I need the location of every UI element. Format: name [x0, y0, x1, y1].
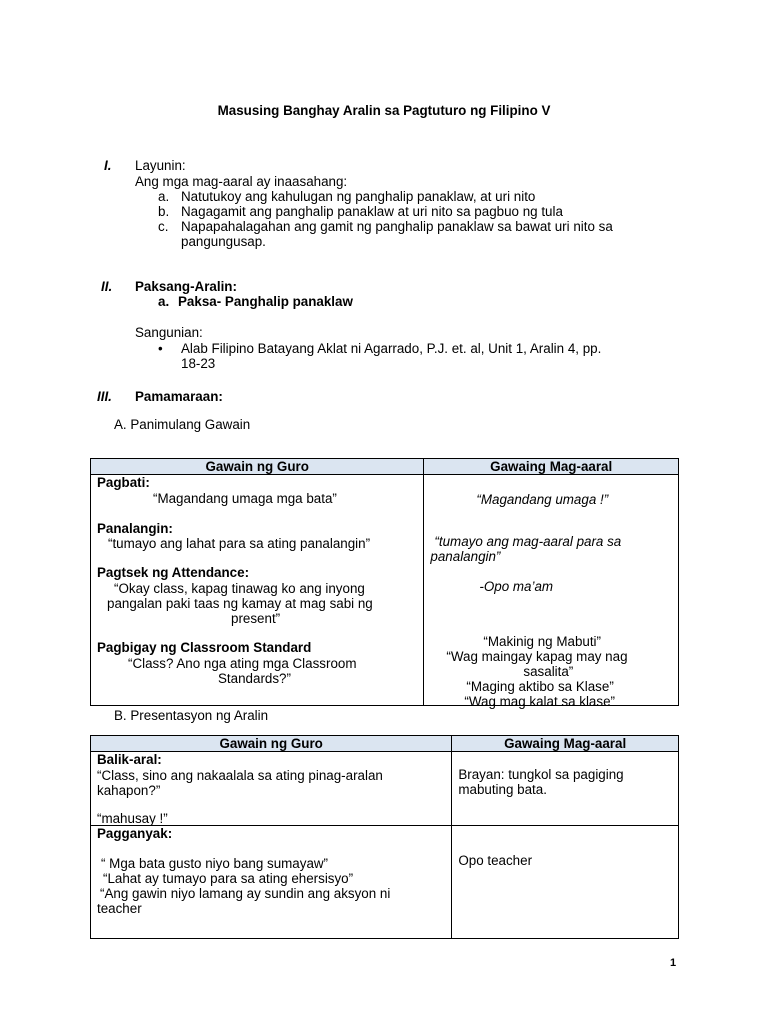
prayer-student-2: panalangin” [430, 549, 501, 564]
table2-review-teacher-cell [91, 752, 451, 825]
review-student-2: mabuting bata. [458, 782, 547, 797]
review-teacher-2: kahapon?” [97, 783, 161, 798]
reference-bullet: • [158, 341, 163, 356]
attendance-teacher-2: pangalan paki taas ng kamay at mag sabi ng [107, 596, 373, 611]
table-presentasyon [90, 735, 679, 939]
motivation-label: Pagganyak: [97, 826, 173, 841]
objective-marker-c: c. [158, 219, 169, 234]
objective-c: Napapahalagahan ang gamit ng panghalip panaklaw sa bawat uri nito sa [181, 219, 613, 234]
prayer-teacher: “tumayo ang lahat para sa ating panalangin” [108, 536, 371, 551]
attendance-label: Pagtsek ng Attendance: [97, 565, 250, 580]
table-panimulang-gawain [90, 458, 679, 709]
objective-b: Nagagamit ang panghalip panaklaw at uri nito sa pagbuo ng tula [181, 204, 563, 219]
motivation-teacher-4: teacher [97, 901, 142, 916]
review-teacher-1: “Class, sino ang nakaalala sa ating pinag-aralan [97, 768, 383, 783]
greeting-student: “Magandang umaga !” [476, 492, 609, 507]
table2-motivation-teacher-cell [91, 826, 451, 938]
greeting-teacher: “Magandang umaga mga bata” [153, 491, 337, 506]
section-3-number: III. [97, 389, 112, 404]
standard-student-1: “Makinig ng Mabuti” [483, 634, 601, 649]
section-2-heading: Paksang-Aralin: [135, 279, 237, 294]
section-1-intro: Ang mga mag-aaral ay inaasahang: [135, 174, 348, 189]
table1-header-teacher: Gawain ng Guro [91, 459, 424, 475]
objective-marker-a: a. [158, 189, 170, 204]
standard-student-5: “Wag mag kalat sa klase” [464, 694, 615, 709]
topic-marker: a. [158, 294, 170, 309]
motivation-teacher-2: “Lahat ay tumayo para sa ating ehersisyo” [103, 871, 354, 886]
section-2-number: II. [101, 279, 113, 294]
standard-student-3: sasalita” [523, 664, 574, 679]
table1-teacher-cell [91, 475, 423, 705]
attendance-student: -Opo ma’am [479, 579, 554, 594]
standard-student-4: “Maging aktibo sa Klase” [466, 679, 614, 694]
subsection-a: A. Panimulang Gawain [114, 417, 251, 432]
topic: Paksa- Panghalip panaklaw [178, 294, 353, 309]
table1-header-student: Gawaing Mag-aaral [424, 459, 679, 475]
standard-teacher-2: Standards?” [218, 671, 291, 686]
table2-header-teacher: Gawain ng Guro [91, 736, 452, 752]
standard-label: Pagbigay ng Classroom Standard [97, 640, 312, 655]
motivation-student: Opo teacher [458, 853, 533, 868]
document-title: Masusing Banghay Aralin sa Pagtuturo ng Filipino V [217, 103, 551, 118]
reference-heading: Sangunian: [135, 325, 203, 340]
table2-motivation-student-cell [452, 826, 678, 938]
review-teacher-3: “mahusay !” [97, 811, 168, 826]
reference-line-1: Alab Filipino Batayang Aklat ni Agarrado, P.J. et. al, Unit 1, Aralin 4, pp. [181, 341, 602, 356]
section-1-number: I. [104, 158, 112, 173]
prayer-student-1: “tumayo ang mag-aaral para sa [434, 534, 622, 549]
motivation-teacher-3: “Ang gawin niyo lamang ay sundin ang aksyon ni [100, 886, 391, 901]
review-label: Balik-aral: [97, 752, 162, 767]
table2-review-student-cell [452, 752, 678, 825]
table2-header-student: Gawaing Mag-aaral [452, 736, 679, 752]
motivation-teacher-1: “ Mga bata gusto niyo bang sumayaw” [101, 856, 329, 871]
reference-line-2: 18-23 [181, 356, 216, 371]
attendance-teacher-1: “Okay class, kapag tinawag ko ang inyong [114, 581, 365, 596]
standard-student-2: “Wag maingay kapag may nag [446, 649, 628, 664]
section-3-heading: Pamamaraan: [135, 389, 223, 404]
objective-a: Natutukoy ang kahulugan ng panghalip panaklaw, at uri nito [181, 189, 536, 204]
objective-marker-b: b. [158, 204, 170, 219]
standard-teacher-1: “Class? Ano nga ating mga Classroom [128, 656, 357, 671]
prayer-label: Panalangin: [97, 521, 173, 536]
review-student-1: Brayan: tungkol sa pagiging [458, 767, 624, 782]
subsection-b: B. Presentasyon ng Aralin [114, 708, 269, 723]
objective-c-continued: pangungusap. [181, 234, 266, 249]
section-1-heading: Layunin: [135, 158, 186, 173]
greeting-label: Pagbati: [97, 475, 150, 490]
table1-student-cell [424, 475, 678, 709]
attendance-teacher-3: present” [231, 611, 281, 626]
page-number: 1 [670, 957, 677, 969]
